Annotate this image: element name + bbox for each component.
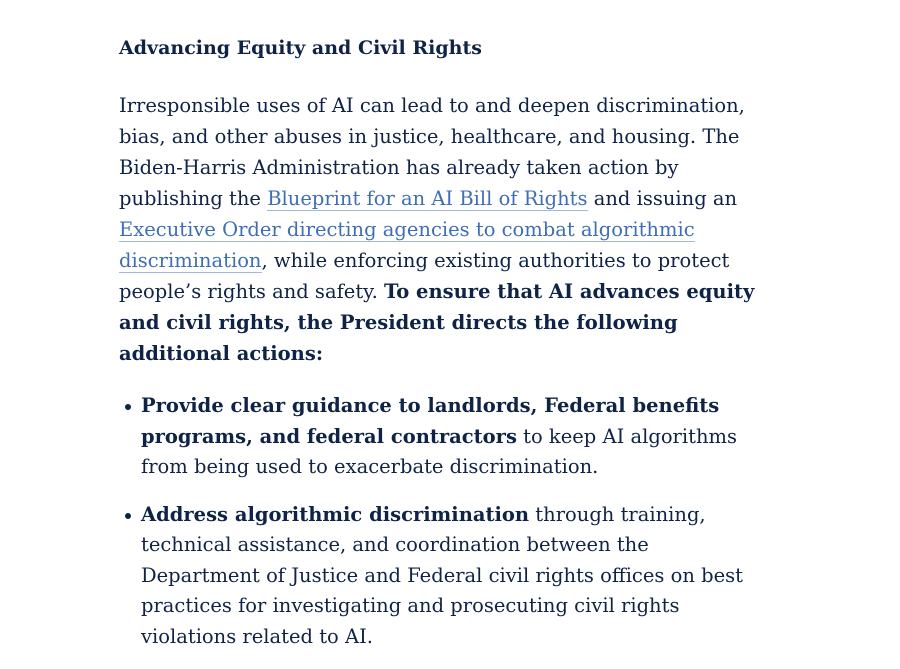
article-section bbox=[119, 30, 769, 669]
intro-text-1: Irresponsible uses of AI can lead to and deepen discrimination, bias, and other abuses in justice, healthcare, and housing. The Biden-Harris Administration has already taken action by publishing the bbox=[119, 94, 745, 210]
bullet-dot-icon bbox=[125, 513, 131, 519]
intro-text-3: , while enforcing existing authorities to protect people’s rights and safety. bbox=[119, 249, 730, 303]
section-heading: Advancing Equity and Civil Rights bbox=[119, 37, 482, 59]
list-item-text: to keep AI algorithms from being used to exacerbate discrimination. bbox=[141, 424, 738, 478]
list-item bbox=[119, 500, 769, 653]
list-item bbox=[119, 391, 769, 483]
bullet-dot-icon bbox=[125, 404, 131, 410]
intro-paragraph bbox=[119, 90, 769, 369]
executive-order-link[interactable]: Executive Order directing agencies to combat algorithmic discrimination bbox=[119, 218, 695, 272]
intro-text-2: and issuing an bbox=[587, 187, 738, 210]
intro-bold-text: To ensure that AI advances equity and civil rights, the President directs the following additional actions: bbox=[119, 280, 755, 365]
blueprint-ai-bill-of-rights-link[interactable]: Blueprint for an AI Bill of Rights bbox=[267, 187, 588, 210]
list-item-bold: Address algorithmic discrimination bbox=[141, 502, 530, 526]
list-item-bold: Provide clear guidance to landlords, Federal benefits programs, and federal contractors bbox=[141, 394, 720, 448]
actions-list bbox=[119, 391, 769, 652]
list-item-text: through training, technical assistance, and coordination between the Department of Justice and Federal civil rights offices on best practices for investigating and prosecuting civil rights violations related to AI. bbox=[141, 502, 743, 648]
